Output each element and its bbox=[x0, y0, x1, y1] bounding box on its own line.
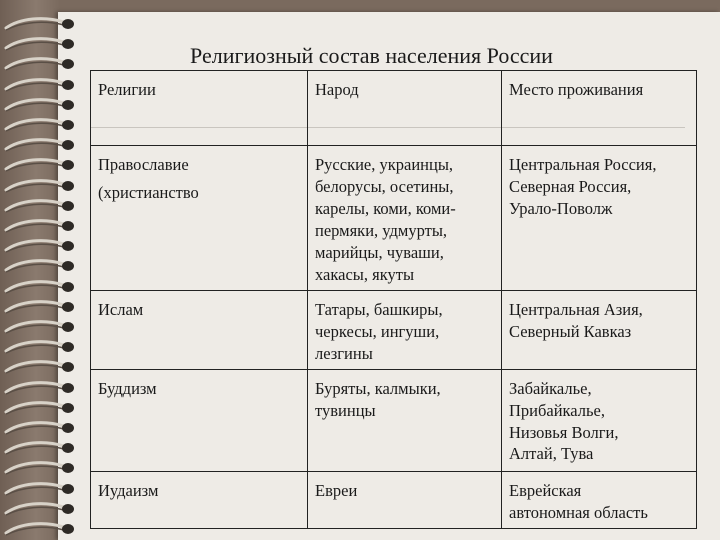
spiral-ring-icon bbox=[0, 438, 80, 458]
slide-title: Религиозный состав населения России bbox=[190, 43, 553, 68]
header-region: Место проживания bbox=[502, 71, 697, 146]
cell-line: автономная область bbox=[509, 502, 648, 522]
cell-religion bbox=[91, 471, 308, 528]
table-header-row bbox=[91, 71, 697, 146]
spiral-ring-icon bbox=[0, 519, 80, 539]
spiral-ring-icon bbox=[0, 337, 80, 357]
cell-line: лезгины bbox=[315, 343, 373, 363]
cell-line: Русские, украинцы, bbox=[315, 155, 454, 174]
table-row bbox=[91, 290, 697, 369]
cell-religion bbox=[91, 290, 308, 369]
cell-line: хакасы, якуты bbox=[315, 264, 415, 284]
cell-religion bbox=[91, 146, 308, 291]
cell-region bbox=[502, 146, 697, 291]
cell-line: Евреи bbox=[315, 480, 358, 500]
spiral-ring-icon bbox=[0, 317, 80, 337]
cell-people bbox=[308, 369, 502, 471]
header-religion: Религии bbox=[91, 71, 308, 146]
spiral-ring-icon bbox=[0, 115, 80, 135]
cell-line: (христианство bbox=[98, 182, 199, 202]
cell-line: Православие bbox=[98, 155, 189, 174]
spiral-ring-icon bbox=[0, 176, 80, 196]
cell-line: черкесы, ингуши, bbox=[315, 321, 440, 341]
spiral-ring-icon bbox=[0, 297, 80, 317]
spiral-ring-icon bbox=[0, 479, 80, 499]
spiral-ring-icon bbox=[0, 14, 80, 34]
spiral-ring-icon bbox=[0, 236, 80, 256]
spiral-ring-icon bbox=[0, 135, 80, 155]
spiral-ring-icon bbox=[0, 458, 80, 478]
cell-line: Северный Кавказ bbox=[509, 321, 632, 341]
cell-line: Еврейская bbox=[509, 480, 582, 500]
cell-line: пермяки, удмурты, bbox=[315, 220, 448, 240]
cell-people bbox=[308, 471, 502, 528]
cell-line: Центральная Азия, bbox=[509, 299, 643, 319]
spiral-ring-icon bbox=[0, 357, 80, 377]
cell-line: Северная Россия, bbox=[509, 176, 632, 196]
cell-line: Прибайкалье, bbox=[509, 400, 605, 420]
religion-table bbox=[90, 70, 697, 529]
header-people: Народ bbox=[308, 71, 502, 146]
spiral-ring-icon bbox=[0, 378, 80, 398]
cell-line: карелы, коми, коми- bbox=[315, 198, 456, 218]
cell-religion bbox=[91, 369, 308, 471]
spiral-ring-icon bbox=[0, 499, 80, 519]
cell-people bbox=[308, 146, 502, 291]
spiral-ring-icon bbox=[0, 196, 80, 216]
cell-region bbox=[502, 369, 697, 471]
cell-line: Буряты, калмыки, bbox=[315, 378, 441, 398]
table-row bbox=[91, 369, 697, 471]
cell-line: Низовья Волги, bbox=[509, 422, 619, 442]
cell-line: Урало-Поволж bbox=[509, 198, 613, 218]
cell-region bbox=[502, 471, 697, 528]
cell-people bbox=[308, 290, 502, 369]
cell-line: тувинцы bbox=[315, 400, 376, 420]
spiral-ring-icon bbox=[0, 256, 80, 276]
cell-line: Алтай, Тува bbox=[509, 444, 594, 464]
table-row bbox=[91, 146, 697, 291]
spiral-ring-icon bbox=[0, 418, 80, 438]
table-row bbox=[91, 471, 697, 528]
cell-line: Центральная Россия, bbox=[509, 155, 657, 174]
cell-line: марийцы, чуваши, bbox=[315, 242, 444, 262]
spiral-ring-icon bbox=[0, 216, 80, 236]
spiral-ring-icon bbox=[0, 398, 80, 418]
cell-line: Буддизм bbox=[98, 378, 157, 398]
spiral-ring-icon bbox=[0, 95, 80, 115]
spiral-ring-icon bbox=[0, 34, 80, 54]
spiral-ring-icon bbox=[0, 75, 80, 95]
cell-line: Иудаизм bbox=[98, 480, 159, 500]
cell-line: белорусы, осетины, bbox=[315, 176, 454, 196]
spiral-ring-icon bbox=[0, 54, 80, 74]
cell-line: Татары, башкиры, bbox=[315, 299, 443, 319]
cell-line: Ислам bbox=[98, 299, 144, 319]
spiral-ring-icon bbox=[0, 155, 80, 175]
spiral-ring-icon bbox=[0, 277, 80, 297]
cell-line: Забайкалье, bbox=[509, 378, 592, 398]
cell-region bbox=[502, 290, 697, 369]
